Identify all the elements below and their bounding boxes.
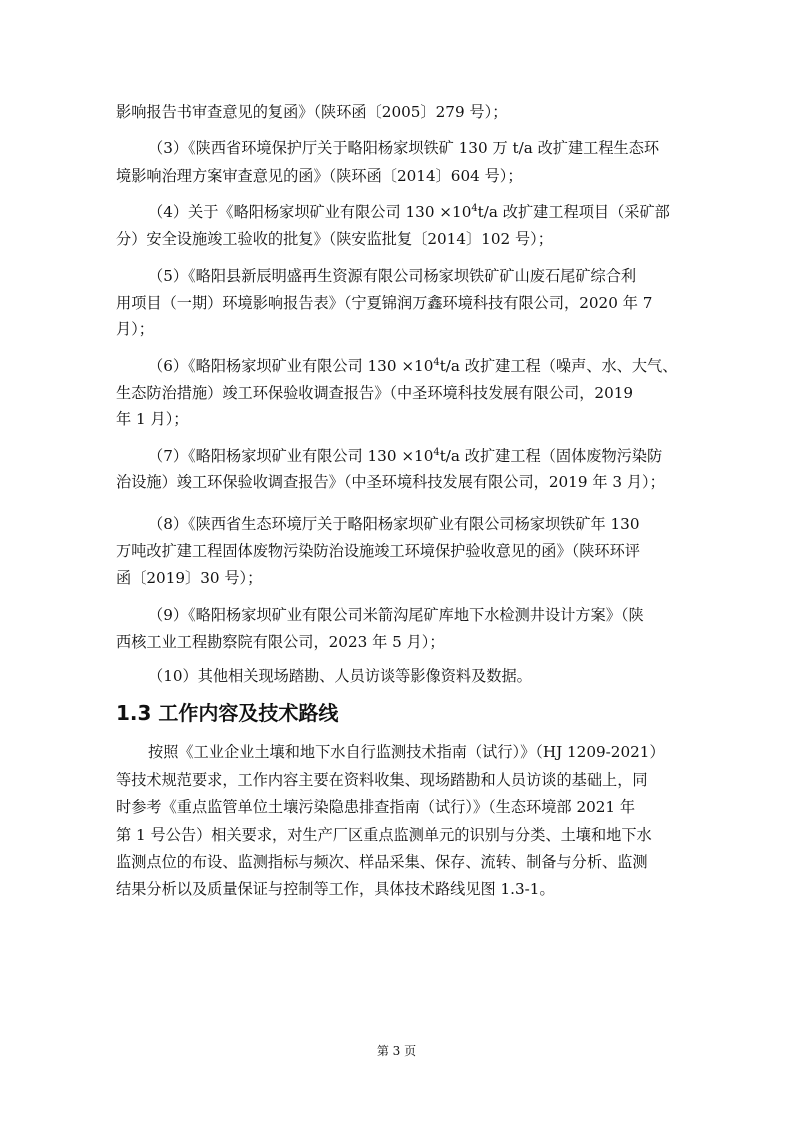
- body-line-5: 监测点位的布设、监测指标与频次、样品采集、保存、流转、制备与分析、监测: [116, 853, 648, 871]
- ref-5-line-2: 用项目（一期）环境影响报告表》（宁夏锦润万鑫环境科技有限公司，2020 年 7: [116, 294, 653, 312]
- section-heading: 1.3 工作内容及技术路线: [116, 701, 339, 725]
- page-number: 第 3 页: [376, 1044, 417, 1058]
- ref-5-line-1: （5）《略阳县新辰明盛再生资源有限公司杨家坝铁矿矿山废石尾矿综合利: [148, 267, 637, 285]
- ref-6-line-3: 年 1 月）；: [116, 410, 189, 428]
- ref-6-line-1: （6）《略阳杨家坝矿业有限公司 $130 \times 10^4t/a$ 改扩建工程（噪声、水、大气、: [148, 356, 678, 375]
- body-line-1: 按照《工业企业土壤和地下水自行监测技术指南（试行）》（HJ 1209-2021）: [148, 743, 665, 761]
- ref-4-line-2: 分）安全设施竣工验收的批复》（陕安监批复〔2014〕102 号）；: [116, 230, 553, 248]
- ref-8-line-1: （8）《陕西省生态环境厅关于略阳杨家坝矿业有限公司杨家坝铁矿年 130: [148, 515, 640, 533]
- ref-7-line-1: （7）《略阳杨家坝矿业有限公司 $130 \times 10^4t/a$ 改扩建工程（固体废物污染防: [148, 446, 663, 465]
- ref-8-line-3: 函〔2019〕30 号）；: [116, 569, 263, 587]
- ref-3-line-2: 境影响治理方案审查意见的函》（陕环函〔2014〕604 号）；: [116, 167, 523, 185]
- ref-10: （10）其他相关现场踏勘、人员访谈等影像资料及数据。: [148, 667, 532, 685]
- ref-6-line-2: 生态防治措施）竣工环保验收调查报告》（中圣环境科技发展有限公司，2019: [116, 384, 634, 402]
- ref-4-line-1: （4）关于《略阳杨家坝矿业有限公司 $130 \times 10^4t/a$ 改扩建工程项目（采矿部: [148, 202, 670, 221]
- ref-8-line-2: 万吨改扩建工程固体废物污染防治设施竣工环境保护验收意见的函》（陕环环评: [116, 542, 640, 560]
- ref-7-line-2: 治设施）竣工环保验收调查报告》（中圣环境科技发展有限公司，2019 年 3 月）；: [116, 473, 665, 491]
- ref-5-line-3: 月）；: [116, 320, 154, 338]
- ref-9-line-1: （9）《略阳杨家坝矿业有限公司米箭沟尾矿库地下水检测井设计方案》（陕: [148, 606, 644, 624]
- ref-2-end: 影响报告书审查意见的复函》（陕环函〔2005〕279 号）；: [116, 103, 508, 121]
- ref-9-line-2: 西核工业工程勘察院有限公司，2023 年 5 月）；: [116, 633, 445, 651]
- body-line-6: 结果分析以及质量保证与控制等工作，具体技术路线见图 1.3-1。: [116, 880, 555, 898]
- body-line-3: 时参考《重点监管单位土壤污染隐患排查指南（试行）》（生态环境部 2021 年: [116, 798, 636, 816]
- ref-3-line-1: （3）《陕西省环境保护厅关于略阳杨家坝铁矿 130 万 t/a 改扩建工程生态环: [148, 139, 660, 157]
- body-line-2: 等技术规范要求，工作内容主要在资料收集、现场踏勘和人员访谈的基础上，同: [116, 771, 648, 789]
- body-line-4: 第 1 号公告）相关要求，对生产厂区重点监测单元的识别与分类、土壤和地下水: [116, 826, 652, 844]
